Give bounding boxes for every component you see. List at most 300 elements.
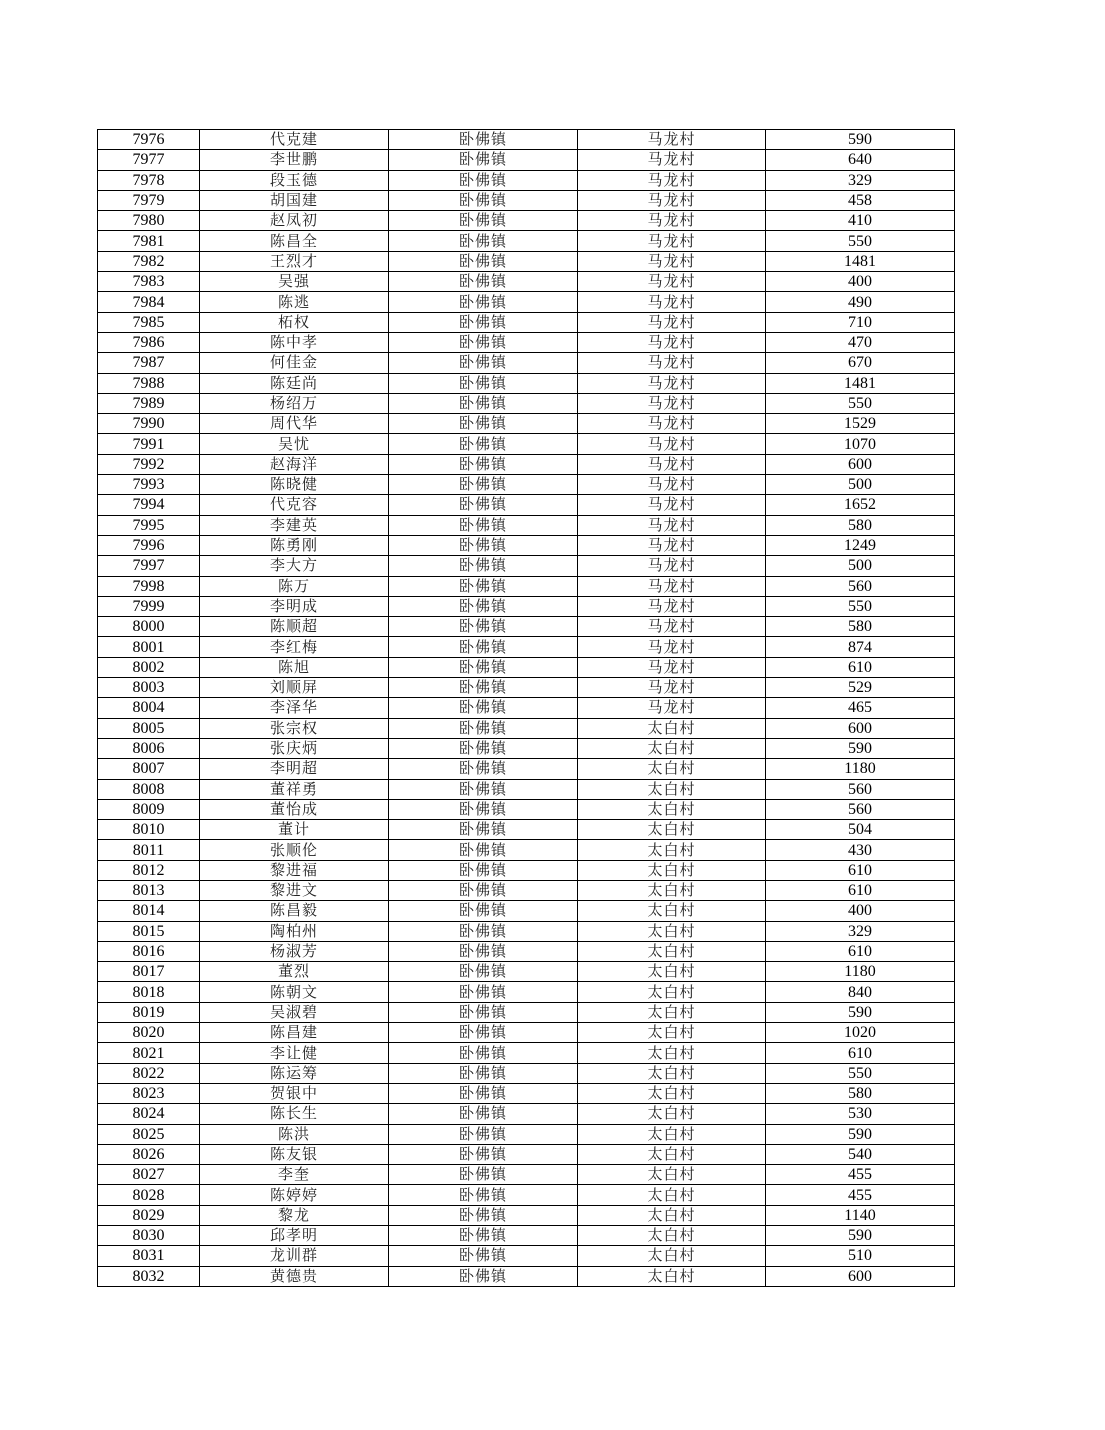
row-number-cell: 8013 — [98, 880, 200, 900]
table-row — [98, 698, 955, 718]
town-cell: 卧佛镇 — [389, 515, 578, 535]
name-cell: 陈万 — [200, 576, 389, 596]
amount-cell: 590 — [766, 1226, 955, 1246]
row-number-cell: 8024 — [98, 1104, 200, 1124]
row-number-cell: 8018 — [98, 982, 200, 1002]
town-cell: 卧佛镇 — [389, 982, 578, 1002]
amount-cell: 329 — [766, 921, 955, 941]
row-number-cell: 8020 — [98, 1023, 200, 1043]
name-cell: 黄德贵 — [200, 1266, 389, 1286]
table-row — [98, 921, 955, 941]
village-cell: 太白村 — [578, 1043, 766, 1063]
amount-cell: 560 — [766, 576, 955, 596]
amount-cell: 580 — [766, 617, 955, 637]
name-cell: 董烈 — [200, 962, 389, 982]
table-row — [98, 251, 955, 271]
row-number-cell: 7994 — [98, 495, 200, 515]
village-cell: 马龙村 — [578, 373, 766, 393]
amount-cell: 1529 — [766, 414, 955, 434]
table-row — [98, 880, 955, 900]
table-row — [98, 312, 955, 332]
name-cell: 陈旭 — [200, 657, 389, 677]
row-number-cell: 7991 — [98, 434, 200, 454]
amount-cell: 610 — [766, 657, 955, 677]
row-number-cell: 8004 — [98, 698, 200, 718]
town-cell: 卧佛镇 — [389, 779, 578, 799]
table-row — [98, 454, 955, 474]
name-cell: 陈昌建 — [200, 1023, 389, 1043]
amount-cell: 500 — [766, 475, 955, 495]
town-cell: 卧佛镇 — [389, 495, 578, 515]
table-row — [98, 1144, 955, 1164]
name-cell: 段玉德 — [200, 170, 389, 190]
village-cell: 马龙村 — [578, 678, 766, 698]
row-number-cell: 7977 — [98, 150, 200, 170]
village-cell: 太白村 — [578, 1063, 766, 1083]
town-cell: 卧佛镇 — [389, 1124, 578, 1144]
row-number-cell: 7993 — [98, 475, 200, 495]
row-number-cell: 7981 — [98, 231, 200, 251]
table-row — [98, 1023, 955, 1043]
table-row — [98, 941, 955, 961]
name-cell: 李红梅 — [200, 637, 389, 657]
amount-cell: 500 — [766, 556, 955, 576]
row-number-cell: 7982 — [98, 251, 200, 271]
table-row — [98, 576, 955, 596]
amount-cell: 610 — [766, 941, 955, 961]
row-number-cell: 7976 — [98, 130, 200, 150]
village-cell: 马龙村 — [578, 130, 766, 150]
town-cell: 卧佛镇 — [389, 231, 578, 251]
name-cell: 杨绍万 — [200, 393, 389, 413]
table-row — [98, 820, 955, 840]
row-number-cell: 8007 — [98, 759, 200, 779]
town-cell: 卧佛镇 — [389, 150, 578, 170]
amount-cell: 640 — [766, 150, 955, 170]
village-cell: 太白村 — [578, 880, 766, 900]
village-cell: 马龙村 — [578, 272, 766, 292]
name-cell: 周代华 — [200, 414, 389, 434]
row-number-cell: 8008 — [98, 779, 200, 799]
town-cell: 卧佛镇 — [389, 860, 578, 880]
row-number-cell: 8015 — [98, 921, 200, 941]
village-cell: 太白村 — [578, 962, 766, 982]
table-row — [98, 799, 955, 819]
village-cell: 马龙村 — [578, 535, 766, 555]
name-cell: 李奎 — [200, 1165, 389, 1185]
amount-cell: 329 — [766, 170, 955, 190]
village-cell: 马龙村 — [578, 393, 766, 413]
amount-cell: 600 — [766, 454, 955, 474]
name-cell: 张庆炳 — [200, 738, 389, 758]
town-cell: 卧佛镇 — [389, 1205, 578, 1225]
table-row — [98, 596, 955, 616]
row-number-cell: 8031 — [98, 1246, 200, 1266]
amount-cell: 470 — [766, 332, 955, 352]
table-row — [98, 535, 955, 555]
village-cell: 马龙村 — [578, 353, 766, 373]
village-cell: 太白村 — [578, 1124, 766, 1144]
table-row — [98, 1165, 955, 1185]
village-cell: 太白村 — [578, 860, 766, 880]
row-number-cell: 8001 — [98, 637, 200, 657]
amount-cell: 529 — [766, 678, 955, 698]
amount-cell: 550 — [766, 1063, 955, 1083]
amount-cell: 610 — [766, 880, 955, 900]
name-cell: 李大方 — [200, 556, 389, 576]
amount-cell: 465 — [766, 698, 955, 718]
name-cell: 陈中孝 — [200, 332, 389, 352]
village-cell: 马龙村 — [578, 515, 766, 535]
amount-cell: 590 — [766, 738, 955, 758]
village-cell: 马龙村 — [578, 332, 766, 352]
row-number-cell: 7987 — [98, 353, 200, 373]
town-cell: 卧佛镇 — [389, 698, 578, 718]
village-cell: 马龙村 — [578, 414, 766, 434]
village-cell: 马龙村 — [578, 150, 766, 170]
town-cell: 卧佛镇 — [389, 373, 578, 393]
town-cell: 卧佛镇 — [389, 799, 578, 819]
table-row — [98, 414, 955, 434]
amount-cell: 560 — [766, 779, 955, 799]
name-cell: 陈洪 — [200, 1124, 389, 1144]
table-row — [98, 1083, 955, 1103]
table-row — [98, 292, 955, 312]
town-cell: 卧佛镇 — [389, 1266, 578, 1286]
town-cell: 卧佛镇 — [389, 292, 578, 312]
amount-cell: 400 — [766, 272, 955, 292]
town-cell: 卧佛镇 — [389, 738, 578, 758]
name-cell: 贺银中 — [200, 1083, 389, 1103]
table-row — [98, 738, 955, 758]
village-cell: 马龙村 — [578, 556, 766, 576]
amount-cell: 840 — [766, 982, 955, 1002]
table-body — [98, 130, 955, 1287]
table-row — [98, 211, 955, 231]
town-cell: 卧佛镇 — [389, 1144, 578, 1164]
amount-cell: 1249 — [766, 535, 955, 555]
name-cell: 龙训群 — [200, 1246, 389, 1266]
town-cell: 卧佛镇 — [389, 1023, 578, 1043]
town-cell: 卧佛镇 — [389, 1246, 578, 1266]
row-number-cell: 8023 — [98, 1083, 200, 1103]
town-cell: 卧佛镇 — [389, 1002, 578, 1022]
table-row — [98, 556, 955, 576]
table-row — [98, 901, 955, 921]
village-cell: 马龙村 — [578, 231, 766, 251]
row-number-cell: 8003 — [98, 678, 200, 698]
amount-cell: 1140 — [766, 1205, 955, 1225]
amount-cell: 490 — [766, 292, 955, 312]
name-cell: 李让健 — [200, 1043, 389, 1063]
amount-cell: 1481 — [766, 251, 955, 271]
town-cell: 卧佛镇 — [389, 211, 578, 231]
town-cell: 卧佛镇 — [389, 901, 578, 921]
row-number-cell: 7998 — [98, 576, 200, 596]
row-number-cell: 7995 — [98, 515, 200, 535]
name-cell: 邱孝明 — [200, 1226, 389, 1246]
name-cell: 陈昌全 — [200, 231, 389, 251]
village-cell: 太白村 — [578, 921, 766, 941]
name-cell: 陈逃 — [200, 292, 389, 312]
name-cell: 陈朝文 — [200, 982, 389, 1002]
row-number-cell: 8005 — [98, 718, 200, 738]
amount-cell: 590 — [766, 1002, 955, 1022]
amount-cell: 540 — [766, 1144, 955, 1164]
name-cell: 张顺伦 — [200, 840, 389, 860]
village-cell: 太白村 — [578, 1205, 766, 1225]
amount-cell: 580 — [766, 1083, 955, 1103]
amount-cell: 580 — [766, 515, 955, 535]
town-cell: 卧佛镇 — [389, 941, 578, 961]
town-cell: 卧佛镇 — [389, 332, 578, 352]
name-cell: 柘权 — [200, 312, 389, 332]
village-cell: 太白村 — [578, 840, 766, 860]
row-number-cell: 8014 — [98, 901, 200, 921]
village-cell: 马龙村 — [578, 292, 766, 312]
row-number-cell: 8019 — [98, 1002, 200, 1022]
table-row — [98, 373, 955, 393]
town-cell: 卧佛镇 — [389, 170, 578, 190]
table-row — [98, 170, 955, 190]
village-cell: 太白村 — [578, 941, 766, 961]
amount-cell: 600 — [766, 1266, 955, 1286]
amount-cell: 430 — [766, 840, 955, 860]
town-cell: 卧佛镇 — [389, 353, 578, 373]
name-cell: 代克容 — [200, 495, 389, 515]
row-number-cell: 7992 — [98, 454, 200, 474]
name-cell: 吴强 — [200, 272, 389, 292]
row-number-cell: 7990 — [98, 414, 200, 434]
table-row — [98, 1266, 955, 1286]
village-cell: 太白村 — [578, 1144, 766, 1164]
table-row — [98, 515, 955, 535]
village-cell: 太白村 — [578, 718, 766, 738]
amount-cell: 1070 — [766, 434, 955, 454]
row-number-cell: 8030 — [98, 1226, 200, 1246]
amount-cell: 874 — [766, 637, 955, 657]
row-number-cell: 8025 — [98, 1124, 200, 1144]
row-number-cell: 8011 — [98, 840, 200, 860]
name-cell: 董计 — [200, 820, 389, 840]
row-number-cell: 7983 — [98, 272, 200, 292]
village-cell: 马龙村 — [578, 617, 766, 637]
row-number-cell: 8022 — [98, 1063, 200, 1083]
name-cell: 李世鹏 — [200, 150, 389, 170]
village-cell: 太白村 — [578, 1226, 766, 1246]
name-cell: 陈廷尚 — [200, 373, 389, 393]
town-cell: 卧佛镇 — [389, 475, 578, 495]
amount-cell: 400 — [766, 901, 955, 921]
name-cell: 陈友银 — [200, 1144, 389, 1164]
town-cell: 卧佛镇 — [389, 1226, 578, 1246]
name-cell: 刘顺屏 — [200, 678, 389, 698]
amount-cell: 710 — [766, 312, 955, 332]
row-number-cell: 7989 — [98, 393, 200, 413]
village-cell: 太白村 — [578, 738, 766, 758]
village-cell: 马龙村 — [578, 170, 766, 190]
table-row — [98, 860, 955, 880]
row-number-cell: 8032 — [98, 1266, 200, 1286]
village-cell: 太白村 — [578, 779, 766, 799]
table-row — [98, 657, 955, 677]
name-cell: 陈婷婷 — [200, 1185, 389, 1205]
town-cell: 卧佛镇 — [389, 759, 578, 779]
row-number-cell: 8010 — [98, 820, 200, 840]
table-row — [98, 637, 955, 657]
amount-cell: 550 — [766, 231, 955, 251]
name-cell: 胡国建 — [200, 190, 389, 210]
town-cell: 卧佛镇 — [389, 272, 578, 292]
village-cell: 太白村 — [578, 820, 766, 840]
village-cell: 太白村 — [578, 1002, 766, 1022]
amount-cell: 610 — [766, 860, 955, 880]
table-row — [98, 759, 955, 779]
name-cell: 黎进福 — [200, 860, 389, 880]
town-cell: 卧佛镇 — [389, 820, 578, 840]
name-cell: 李明成 — [200, 596, 389, 616]
village-cell: 太白村 — [578, 1023, 766, 1043]
table-row — [98, 718, 955, 738]
amount-cell: 455 — [766, 1165, 955, 1185]
town-cell: 卧佛镇 — [389, 1043, 578, 1063]
town-cell: 卧佛镇 — [389, 657, 578, 677]
row-number-cell: 7980 — [98, 211, 200, 231]
village-cell: 马龙村 — [578, 495, 766, 515]
town-cell: 卧佛镇 — [389, 596, 578, 616]
table-row — [98, 1002, 955, 1022]
village-cell: 太白村 — [578, 1104, 766, 1124]
table-row — [98, 475, 955, 495]
town-cell: 卧佛镇 — [389, 637, 578, 657]
village-cell: 马龙村 — [578, 596, 766, 616]
name-cell: 董祥勇 — [200, 779, 389, 799]
village-cell: 马龙村 — [578, 251, 766, 271]
amount-cell: 600 — [766, 718, 955, 738]
table-row — [98, 1226, 955, 1246]
village-cell: 太白村 — [578, 901, 766, 921]
town-cell: 卧佛镇 — [389, 880, 578, 900]
amount-cell: 670 — [766, 353, 955, 373]
name-cell: 代克建 — [200, 130, 389, 150]
village-cell: 太白村 — [578, 982, 766, 1002]
table-row — [98, 332, 955, 352]
name-cell: 李泽华 — [200, 698, 389, 718]
village-cell: 马龙村 — [578, 312, 766, 332]
table-row — [98, 678, 955, 698]
name-cell: 陈长生 — [200, 1104, 389, 1124]
table-row — [98, 130, 955, 150]
village-cell: 太白村 — [578, 1185, 766, 1205]
town-cell: 卧佛镇 — [389, 1063, 578, 1083]
village-cell: 马龙村 — [578, 475, 766, 495]
amount-cell: 510 — [766, 1246, 955, 1266]
name-cell: 赵凤初 — [200, 211, 389, 231]
row-number-cell: 7979 — [98, 190, 200, 210]
village-cell: 马龙村 — [578, 657, 766, 677]
name-cell: 陈运筹 — [200, 1063, 389, 1083]
table-row — [98, 231, 955, 251]
table-row — [98, 434, 955, 454]
row-number-cell: 7984 — [98, 292, 200, 312]
name-cell: 何佳金 — [200, 353, 389, 373]
village-cell: 太白村 — [578, 1266, 766, 1286]
table-row — [98, 962, 955, 982]
name-cell: 陶柏州 — [200, 921, 389, 941]
row-number-cell: 7988 — [98, 373, 200, 393]
village-cell: 太白村 — [578, 759, 766, 779]
village-cell: 马龙村 — [578, 576, 766, 596]
town-cell: 卧佛镇 — [389, 393, 578, 413]
village-cell: 马龙村 — [578, 211, 766, 231]
name-cell: 陈昌毅 — [200, 901, 389, 921]
amount-cell: 550 — [766, 393, 955, 413]
amount-cell: 1481 — [766, 373, 955, 393]
town-cell: 卧佛镇 — [389, 434, 578, 454]
village-cell: 马龙村 — [578, 454, 766, 474]
row-number-cell: 8028 — [98, 1185, 200, 1205]
name-cell: 黎龙 — [200, 1205, 389, 1225]
town-cell: 卧佛镇 — [389, 962, 578, 982]
row-number-cell: 7999 — [98, 596, 200, 616]
row-number-cell: 8016 — [98, 941, 200, 961]
name-cell: 赵海洋 — [200, 454, 389, 474]
amount-cell: 455 — [766, 1185, 955, 1205]
town-cell: 卧佛镇 — [389, 718, 578, 738]
town-cell: 卧佛镇 — [389, 454, 578, 474]
village-cell: 太白村 — [578, 1165, 766, 1185]
table-row — [98, 495, 955, 515]
table-row — [98, 1043, 955, 1063]
amount-cell: 410 — [766, 211, 955, 231]
name-cell: 吴淑碧 — [200, 1002, 389, 1022]
table-row — [98, 190, 955, 210]
town-cell: 卧佛镇 — [389, 1185, 578, 1205]
town-cell: 卧佛镇 — [389, 556, 578, 576]
name-cell: 李建英 — [200, 515, 389, 535]
table-row — [98, 1246, 955, 1266]
row-number-cell: 8006 — [98, 738, 200, 758]
name-cell: 杨淑芳 — [200, 941, 389, 961]
town-cell: 卧佛镇 — [389, 312, 578, 332]
village-cell: 马龙村 — [578, 637, 766, 657]
amount-cell: 590 — [766, 1124, 955, 1144]
table-row — [98, 1185, 955, 1205]
name-cell: 张宗权 — [200, 718, 389, 738]
amount-cell: 458 — [766, 190, 955, 210]
table-row — [98, 272, 955, 292]
amount-cell: 504 — [766, 820, 955, 840]
village-cell: 太白村 — [578, 799, 766, 819]
town-cell: 卧佛镇 — [389, 190, 578, 210]
town-cell: 卧佛镇 — [389, 1083, 578, 1103]
table-row — [98, 1205, 955, 1225]
village-cell: 马龙村 — [578, 190, 766, 210]
town-cell: 卧佛镇 — [389, 1165, 578, 1185]
name-cell: 陈晓健 — [200, 475, 389, 495]
table-row — [98, 1104, 955, 1124]
name-cell: 陈顺超 — [200, 617, 389, 637]
row-number-cell: 8009 — [98, 799, 200, 819]
amount-cell: 1180 — [766, 962, 955, 982]
table-row — [98, 1063, 955, 1083]
town-cell: 卧佛镇 — [389, 617, 578, 637]
town-cell: 卧佛镇 — [389, 921, 578, 941]
town-cell: 卧佛镇 — [389, 840, 578, 860]
town-cell: 卧佛镇 — [389, 414, 578, 434]
name-cell: 吴忧 — [200, 434, 389, 454]
table-row — [98, 982, 955, 1002]
